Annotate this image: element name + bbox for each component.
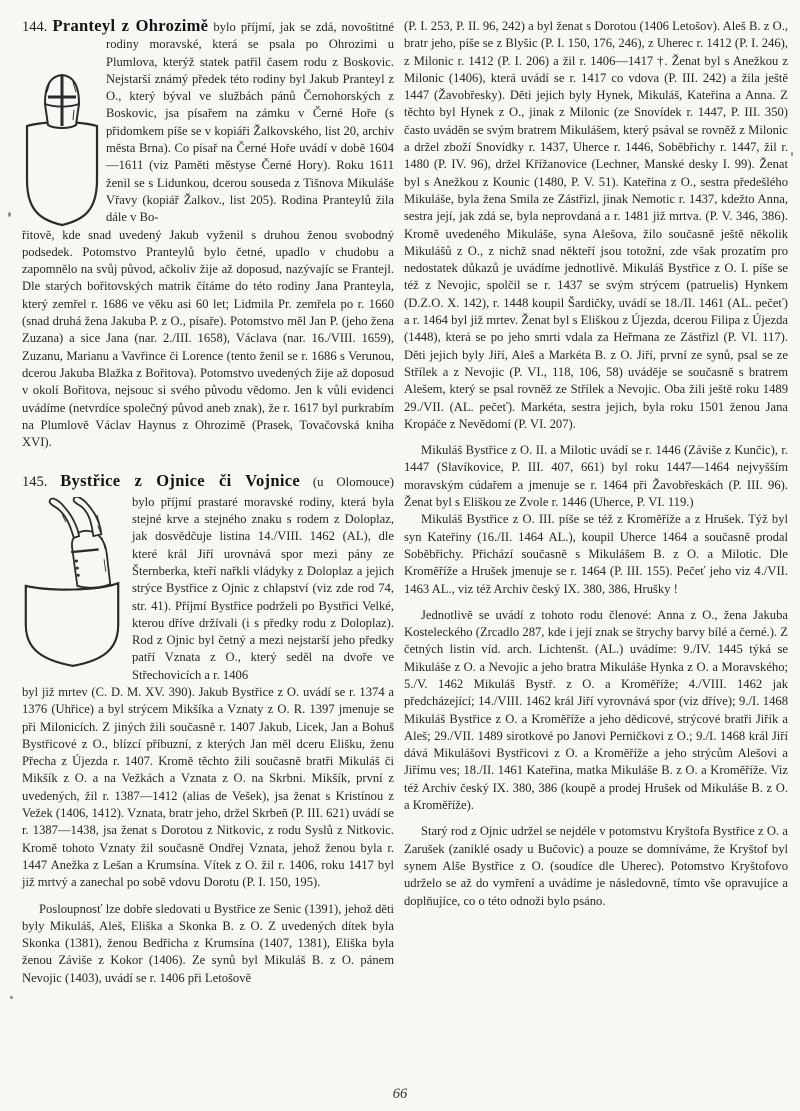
entry-145-continuation: byl již mrtev (C. D. M. XV. 390). Jakub Bystřice z O. uvádí se r. 1374 a 1376 (Uhřice) a byl strýcem Mikšíka a Vznaty z O. R. 1397 jmenuje se při Milonicích. Z jiných žili současně r. 1407 Jakub, Licek, Jan a Bohuš Bystřicové z O., blízcí příbuzní, z kterých Jan měl dceru Elišku, ženu Přecha z Újezda r. 1407. Kromě těchto žili současně bratři Mikuláš či Mikšík z O. a na Vežkách a Vznata z O. na Skrbni. Mikšík, první z uvedených, žil r. 1387—1412 (alias de Vešek), jsa ženat s Kristínou z Vežek (1406, 1412). Vznata, bratr jeho, držel Skrbeň (P. III. 621) uvádí se r. 1387—1438, jsa ženat s Dorotou z Nitkovic, z rodu Syslů z Nitkovic. Kromě tohoto Vznaty žil současně Ondřej Vznata, jehož ženou byla r. 1447 Anežka z Lešan a Krumsína. Vítek z O. žil r. 1406, roku 1417 byl již mrtvý a zanechal po sobě vdovu Dorotu (P. I. 150, 195). — [22, 684, 394, 890]
horned-helm-bend-shield-icon — [22, 497, 122, 673]
right-paragraph-3: Mikuláš Bystřice z O. III. píše se též z Kroměříže a z Hrušek. Týž byl syn Kateřiny (16./II. 1464 AL.), koupil Uherce 1464 a současně prodal Soběbřichy. Přichází současně s Mikulášem B. z O. a Milotic. Dle Kroměříže a Hrušek jmenuje se r. 1464 (P. III. 155). Pečeť jeho viz 4./VII. 1463 AL., viz též Archiv český IX. 380, 386, Hrušky ! — [404, 512, 788, 596]
entry-144 — [22, 18, 394, 451]
right-paragraph-2: Mikuláš Bystřice z O. II. a Milotic uvádí se r. 1446 (Záviše z Kunčic), r. 1447 (Slavíkovice, P. III. 407, 661) byl roku 1447—1464 nejvyšším moravským cúdařem a jmenuje se r. 1464 při Žavobřeskách (P. III. 96). Ženat byl s Eliškou ze Zvole r. 1446 (Uherce, P. VI. 119.) — [404, 443, 788, 510]
entry-145 — [22, 473, 394, 987]
scan-speck — [8, 212, 11, 217]
entry-title: Pranteyl z Ohrozimě — [52, 16, 209, 35]
page-number: 66 — [392, 1086, 408, 1102]
coat-of-arms-bystrice — [22, 497, 122, 673]
entry-lead-text: bylo příjmí, jak se zdá, novoštitné rodiny moravské, která se psala po Ohrozimi u Plumlova, kterýž statek patřil časem rodu z Boskovic. Nejstarší známý předek této rodiny byl Jakub Pranteyl z O., který býval ve službách pánů Černohorských z Boskovic, jsa písařem na zámku v Černé Hoře (s přidomkem píše se v kopiáři Žalkovského, list 20, archiv města Brna). Co písař na Černé Hoře uvádí v době 1604—1611 (viz Paměti městyse Černé Hory). Roku 1611 ženil se s Lidunkou, dcerou souseda z Tišnova Mikuláše Vřavy (kopiář Žalkov., list 205). Rodina Pranteylů žila dále v Bo- — [106, 20, 395, 225]
entry-145-heading — [22, 473, 394, 491]
coat-of-arms-pranteyl — [24, 70, 100, 230]
entry-145-lead-paragraph: bylo příjmí prastaré moravské rodiny, která byla stejné krve a stejného znaku s rodem z Doloplaz, jak dosvědčuje listina 14./VIII. 1462 (AL), dle které král Jiří urovnává spor mezi pány ze Šternberka, kteří nařkli vládyky z Doloplaz a jejich strýce Bystřice z Ojnic z chlapství (viz zde rod 74, str. 41). Příjmí Bystřice podrželi po Bystřici Velké, kterou dříve držívali (i s předky rodu z Doloplaz). Rod z Ojnic byl četný a mezi nejstarší jeho předky patří Vznata z O., který seděl na dvoře ve Střechovicích a r. 1406 — [132, 494, 394, 682]
entry-145-paragraph-2: Posloupnosť lze dobře sledovati u Bystřice ze Senic (1391), jehož děti byly Mikuláš, Aleš, Eliška a Skonka B. z O. Z uvedených dítek byla Skonka (1381), ženou Bedřicha z Krumsína (1407, 1381), Eliška byla ženou Záviše z Kokor (1406). Ze synů byl Mikuláš B. z O. pánem Nevojic (1403), uvádí se r. 1406 při Letošově — [22, 901, 394, 985]
entry-144-continuation: řitově, kde snad uvedený Jakub vyženil s druhou ženou svobodný podsedek. Potomstvo Pranteylů bylo četné, upadlo v chudobu a zapomnělo na svůj původ, ačkoliv žije až doposud, nazývajíc se Frantejl. Dle starých bořitovských matrik čítáme do této rodiny Jana Pranteyla, který zemřel r. 1686 ve věku asi 60 let; Lidmila Pr. zemřela po r. 1660 (snad druhá žena Jakuba P. z O., písaře). Potomstvo měl Jan P. (jeho žena Zuzana) a sice Jana (nar. 2./III. 1658), Václava (nar. 16./VIII. 1659), Zuzanu, Marianu a Vavřince či Lorence (tento ženil se r. 1686 s Verunou, dcerou Jakuba Blažka z Bořitova). Potomstvo uvedených žije až doposud v okolí Bořitova, nejsouc si svého původu vědomo. Jen k vůli evidenci uvádíme (netvrdíce společný původ aneb znak), že r. 1617 byl purkrabím na Plumlově Václav Haynus z Ohrozimě (Prasek, Tovačovská kniha XVI). — [22, 227, 394, 450]
left-column — [22, 18, 394, 987]
helm-cross-shield-icon — [24, 70, 100, 230]
right-paragraph-5: Starý rod z Ojnic udržel se nejdéle v potomstvu Kryštofa Bystřice z O. a Zarušek (zaniklé osady u Bučovic) a pouze se domníváme, že Kryštof byl synem Alše Bystřice z O. (soudíce dle Uherec). Potomstvo Kryštofovo udrželo se až do vymření a uvádíme je následovně, tímto vše opravujíce a doplňujíce, co o této odnoži bylo psáno. — [404, 824, 788, 908]
pot-helm — [71, 531, 110, 588]
right-paragraph-4: Jednotlivě se uvádí z tohoto rodu členové: Anna z O., žena Jakuba Kosteleckého (Zrcadlo 287, kde i její znak se štrychy barvy bílé a černé.). Z četných listin víd. arch. Lichtenšt. (AL.) uvádíme: 9./IV. 1445 týká se Mikuláše z O. a Nevojic a jeho bratra Mikuláše Hynka z O. a Moravského; 5./V. 1462 Mikuláš Bystř. z O. a Kroměříže; 4./VIII. 1462 jak předcházející; 14./VIII. 1462 král Jiří vyrovnává spor (viz dříve); 9./I. 1468 Mikuláš Bystřice z O. a Kroměříže a jeho dědicové, strýcové bratři Jiřík a Aleš; 29./VII. 1489 sirotkové po Janovi Perničkovi z O.; 9./I. 1468 král Jiří dává Mikulášovi Bystřicovi z O. a Kroměříže a jeho strýcům Alešovi a Jiřímu ves; 18./II. 1461 Kateřina, matka Mikuláše B. z O. a Kroměříže. Viz též Archiv český IX. 380, 386 (koupě a prodej Hrušek od Mikuláše B. z O. a Kroměříže). — [404, 607, 788, 813]
scan-speck — [10, 996, 13, 999]
entry-number: 145. — [22, 474, 48, 491]
entry-title: Bystřice z Ojnice či Vojnice — [60, 471, 300, 491]
scan-speck — [791, 152, 793, 156]
great-helm-with-cross — [45, 75, 79, 128]
entry-number: 144. — [22, 19, 48, 35]
shield-blank — [27, 122, 97, 225]
horns-crest — [50, 497, 102, 538]
right-column — [404, 18, 788, 910]
entry-title-suffix: (u Olomouce) — [312, 475, 394, 490]
right-paragraph-1: (P. I. 253, P. II. 96, 242) a byl ženat s Dorotou (1406 Letošov). Aleš B. z O., bratr jeho, píše se z Blyšic (P. I. 150, 176, 246), z Uherec r. 1412 (P. I. 246), z Milonic r. 1412 (P. I. 206) a žil r. 1406—1417 †. Ženat byl s Anežkou z Milonic (1406), která uvádí se r. 1417 co vdova (P. III. 242) a žila ještě 1447 (Žavobřesky). Děti jejich byly Hynek, Mikuláš, Kateřina a Anna. Z těchto byl Hynek z O., jinak z Milonic (ze Snovídek r. 1447, P. III. 350) často uváděn se svým bratrem Mikulášem, který psával se rovněž z Milonic a držel zboží Snovídky r. 1437, Uherce r. 1446, Soběbřichy r. 1447, žil r. 1480 (P. IV. 96), držel Křížanovice (Lechner, Manské desky I. 99). Ženat byl s Anežkou z Kounic (1480, P. V. 51). Kateřina z O., sestra předešlého Mikuláše, byla žena Smila ze Zástřizl, jinak Nemotic r. 1437, kdežto Anna, sestra její, jak zdá se, byla neprovdaná a r. 1481 již mrtva. (P. V. 346, 386). Kromě uvedeného Mikuláše, syna Alešova, žilo současně ještě několik Mikulášů z O., z nichž snad někteří jsou totožní, zde však prozatím pro nedostatek důkazů je uvádíme jednotlivě. Mikuláš Bystřice z O. I. píše se též z Nevojic, spolčil se r. 1437 se svým strýcem (patruelis) Hynkem (D.Z.O. X. 142), r. 1448 koupil Šardičky, uvádí se 18./II. 1461 (AL. pečeť) a r. 1464 byl již mrtev. Ženat byl s Eliškou z Újezda, dcerou Filipa z Újezda (1448), která se po jeho smrti vdala za Heřmana ze Zástřizl (P. VI. 117). Děti jejich byly Jiří, Aleš a Markéta B. z O. Jiří, první ze synů, psal se ze Střílek a z Nevojic (P. VI., 118, 106, 58) uváděje se současně s bratrem Alešem, který se psal rovněž ze Střílek a Nevojic. Oba žili ještě roku 1489 29./VII. (AL. pečeť). Markéta, sestra jejich, byla roku 1501 ženou Jana Kropáče z Nevědomí (P. VI. 207). — [404, 19, 788, 431]
